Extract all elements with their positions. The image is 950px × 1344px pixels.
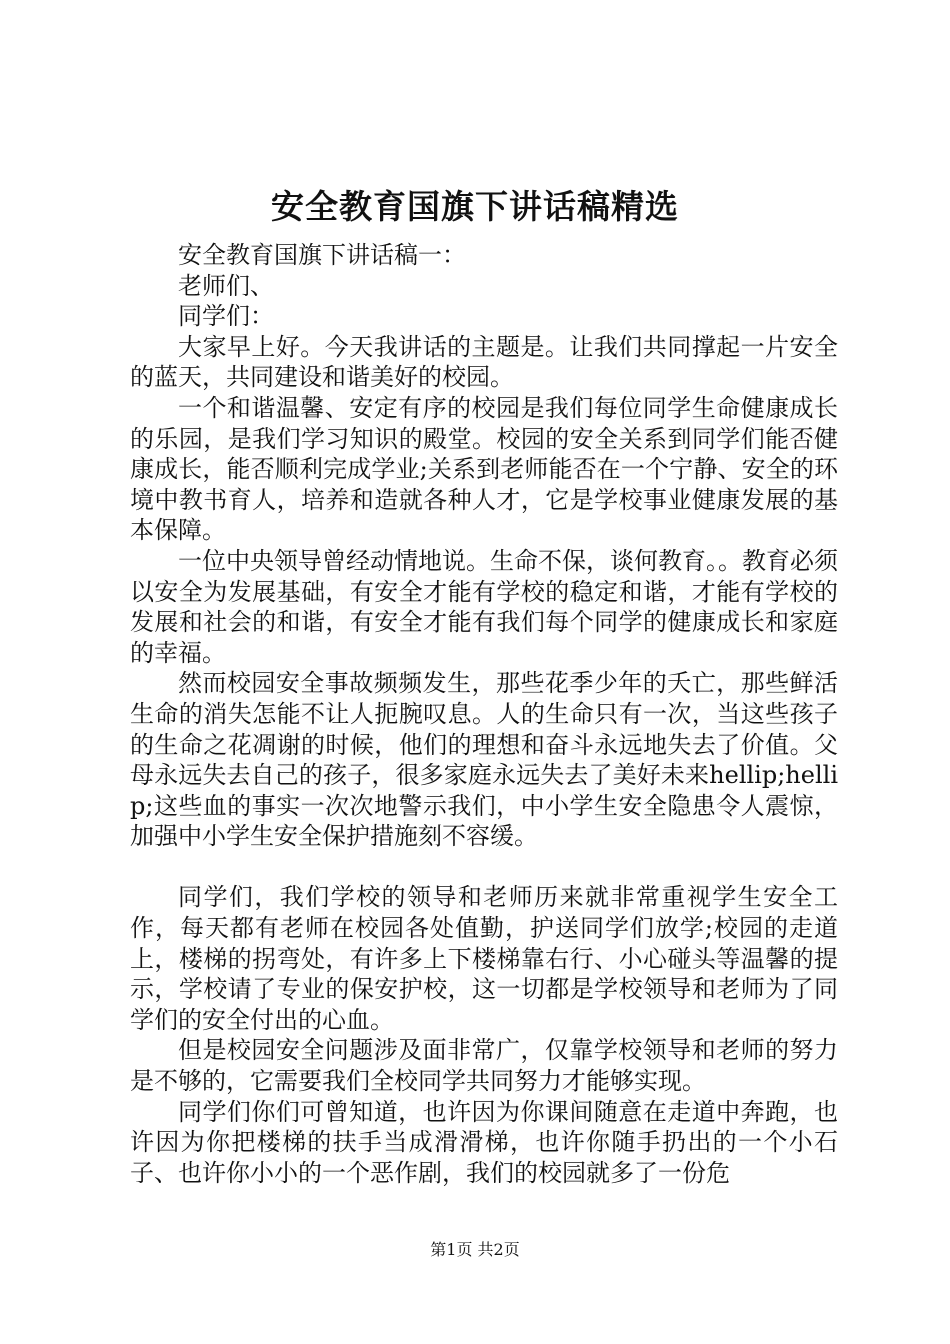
document-body [130,240,838,1188]
paragraph-leader-quote: 一位中央领导曾经动情地说。生命不保，谈何教育。。教育必须以安全为发展基础，有安全才能有学校的稳定和谐，才能有学校的发展和社会的和谐，有安全才能有我们每个同学的健康成长和家庭的幸福。 [130,546,838,667]
salutation-teachers: 老师们、 [178,271,274,300]
paragraph-greeting: 大家早上好。今天我讲话的主题是。让我们共同撑起一片安全的蓝天，共同建设和谐美好的校园。 [130,332,838,392]
paragraph-risks: 同学们你们可曾知道，也许因为你课间随意在走道中奔跑，也许因为你把楼梯的扶手当成滑滑梯，也许你随手扔出的一个小石子、也许你小小的一个恶作剧，我们的校园就多了一份危 [130,1097,838,1187]
paragraph-campus: 一个和谐温馨、安定有序的校园是我们每位同学生命健康成长的乐园，是我们学习知识的殿堂。校园的安全关系到同学们能否健康成长，能否顺利完成学业;关系到老师能否在一个宁静、安全的环境中教书育人，培养和造就各种人才，它是学校事业健康发展的基本保障。 [130,393,838,545]
speech-heading: 安全教育国旗下讲话稿一： [178,241,466,269]
salutation-students: 同学们： [178,302,274,331]
paragraph-school-measures: 同学们，我们学校的领导和老师历来就非常重视学生安全工作，每天都有老师在校园各处值勤，护送同学们放学;校园的走道上，楼梯的拐弯处，有许多上下楼梯靠右行、小心碰头等温馨的提示，学校请了专业的保安护校，这一切都是学校领导和老师为了同学们的安全付出的心血。 [130,883,838,1034]
paragraph-spacer [130,852,838,883]
paragraph-accidents: 然而校园安全事故频频发生，那些花季少年的夭亡，那些鲜活生命的消失怎能不让人扼腕叹息。人的生命只有一次，当这些孩子的生命之花凋谢的时候，他们的理想和奋斗永远地失去了价值。父母永远失去自己的孩子，很多家庭永远失去了美好未来hellip;hellip;这些血的事实一次次地警示我们，中小学生安全隐患令人震惊，加强中小学生安全保护措施刻不容缓。 [130,669,838,851]
page-title: 安全教育国旗下讲话稿精选 [271,187,679,226]
page-footer: 第1页 共2页 [430,1240,520,1259]
paragraph-joint-effort: 但是校园安全问题涉及面非常广，仅靠学校领导和老师的努力是不够的，它需要我们全校同学共同努力才能够实现。 [130,1036,838,1096]
